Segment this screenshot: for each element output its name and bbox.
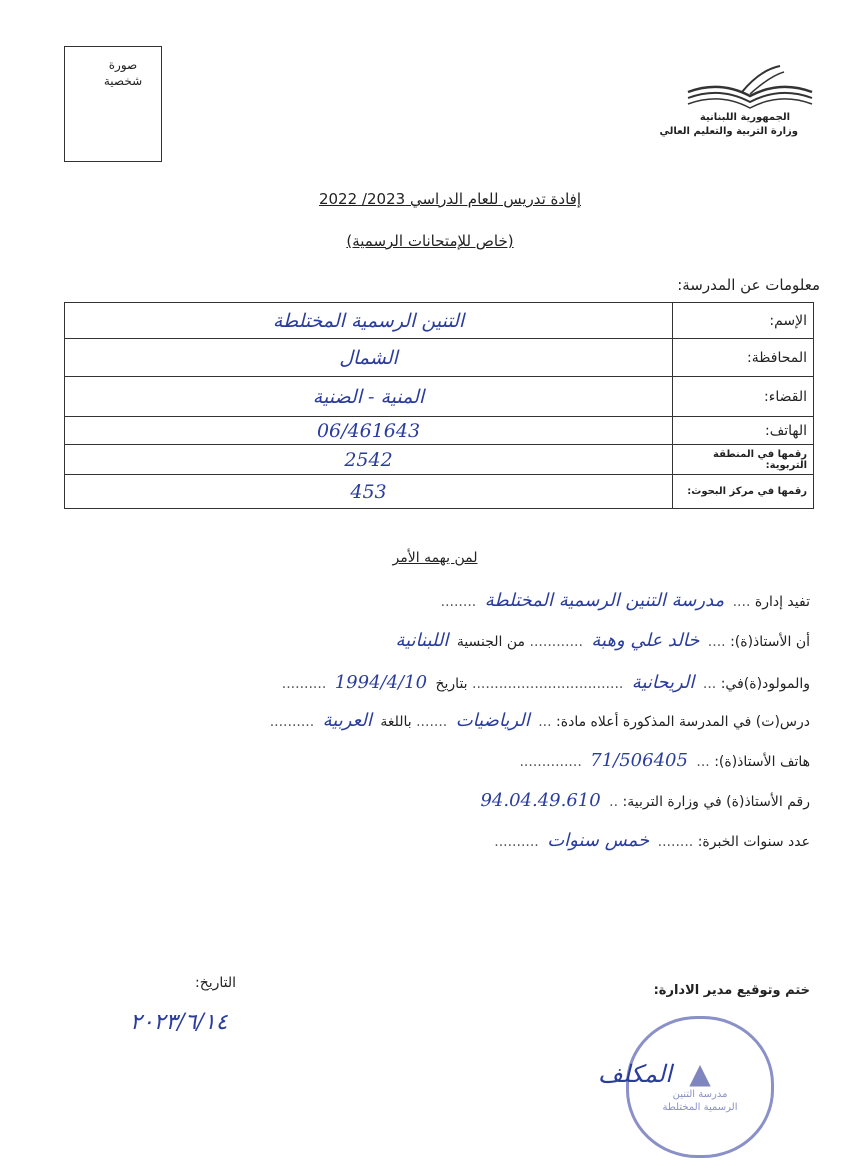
body-line-administration bbox=[441, 590, 810, 611]
value-edu-zone-number: 2542 bbox=[65, 445, 673, 475]
dotted-fill: ............ bbox=[529, 634, 583, 650]
date-label: التاريخ: bbox=[195, 975, 237, 991]
label-research-center-number: رقمها في مركز البحوث: bbox=[673, 475, 814, 509]
handwritten-subject: الرياضيات bbox=[455, 710, 530, 731]
table-row bbox=[65, 475, 814, 509]
dotted-fill: .... bbox=[732, 594, 751, 610]
handwritten-ministry-number: 94.04.49.610 bbox=[480, 790, 601, 811]
dotted-fill: .............. bbox=[519, 754, 582, 770]
stamp-text-2: الرسمية المختلطة bbox=[662, 1102, 738, 1113]
photo-label: صورة شخصية bbox=[103, 58, 143, 88]
value-phone: 06/461643 bbox=[65, 417, 673, 445]
handwritten-school: مدرسة التنين الرسمية المختلطة bbox=[484, 590, 725, 611]
document-title: إفادة تدريس للعام الدراسي 2023/ 2022 bbox=[318, 190, 582, 208]
school-info-label: معلومات عن المدرسة: bbox=[677, 276, 820, 294]
line-text: باللغة bbox=[380, 714, 412, 730]
line-text: تفيد إدارة bbox=[754, 594, 810, 610]
line-text: هاتف الأستاذ(ة): bbox=[714, 754, 810, 770]
dotted-fill: ... bbox=[696, 754, 710, 770]
dotted-fill: ........ bbox=[440, 594, 477, 610]
handwritten-birthdate: 1994/4/10 bbox=[334, 672, 428, 693]
table-row bbox=[65, 303, 814, 339]
dotted-fill: ... bbox=[538, 714, 552, 730]
label-edu-zone-number: رقمها في المنطقة التربوية: bbox=[673, 445, 814, 475]
line-text: من الجنسية bbox=[456, 634, 526, 650]
value-district: المنية - الضنية bbox=[65, 377, 673, 417]
to-whom-heading: لمن يهمه الأمر bbox=[392, 550, 478, 566]
label-phone: الهاتف: bbox=[673, 417, 814, 445]
cedar-icon: ▲ bbox=[689, 1057, 711, 1090]
label-governorate: المحافظة: bbox=[673, 339, 814, 377]
school-info-table bbox=[64, 302, 814, 509]
value-research-center-number: 453 bbox=[65, 475, 673, 509]
value-name: التنين الرسمية المختلطة bbox=[65, 303, 673, 339]
label-name: الإسم: bbox=[673, 303, 814, 339]
handwritten-teacher-name: خالد علي وهبة bbox=[591, 630, 700, 651]
handwritten-birthplace: الريحانية bbox=[631, 672, 695, 693]
handwritten-language: العربية bbox=[322, 710, 372, 731]
table-row bbox=[65, 377, 814, 417]
dotted-fill: .... bbox=[707, 634, 726, 650]
dotted-fill: .. bbox=[609, 794, 619, 810]
dotted-fill: .......... bbox=[281, 676, 327, 692]
dotted-fill: ....... bbox=[416, 714, 448, 730]
body-line-birth bbox=[282, 672, 810, 693]
line-text: رقم الأستاذ(ة) في وزارة التربية: bbox=[622, 794, 810, 810]
handwritten-teacher-phone: 71/506405 bbox=[590, 750, 688, 771]
table-row bbox=[65, 339, 814, 377]
line-text: أن الأستاذ(ة): bbox=[730, 634, 810, 650]
body-line-teacher-phone bbox=[519, 750, 810, 771]
table-row bbox=[65, 417, 814, 445]
line-text: والمولود(ة)في: bbox=[720, 676, 810, 692]
ministry-logo bbox=[659, 62, 820, 142]
open-book-icon bbox=[680, 62, 820, 112]
table-row bbox=[65, 445, 814, 475]
body-line-subject bbox=[270, 710, 810, 731]
body-line-teacher bbox=[391, 630, 810, 651]
line-text: بتاريخ bbox=[435, 676, 468, 692]
body-line-experience bbox=[494, 830, 810, 851]
republic-label: الجمهورية اللبنانية bbox=[699, 112, 790, 123]
dotted-fill: .......... bbox=[269, 714, 315, 730]
personal-photo-box bbox=[64, 46, 162, 162]
dotted-fill: ........ bbox=[657, 834, 694, 850]
handwritten-date: ٢٠٢٣/٦/١٤ bbox=[130, 1010, 228, 1035]
stamp-text-1: مدرسة التنين bbox=[672, 1089, 728, 1100]
dotted-fill: .................................. bbox=[472, 676, 624, 692]
ministry-label: وزارة التربية والتعليم العالي bbox=[659, 126, 798, 137]
document-subtitle: (خاص للإمتحانات الرسمية) bbox=[346, 232, 514, 250]
line-text: عدد سنوات الخبرة: bbox=[697, 834, 810, 850]
value-governorate: الشمال bbox=[65, 339, 673, 377]
body-line-ministry-number bbox=[476, 790, 810, 811]
dotted-fill: .......... bbox=[494, 834, 539, 850]
director-signature: المكلف bbox=[598, 1060, 672, 1088]
dotted-fill: ... bbox=[702, 676, 717, 692]
line-text: درس(ت) في المدرسة المذكورة أعلاه مادة: bbox=[556, 714, 810, 730]
handwritten-nationality: اللبنانية bbox=[395, 630, 449, 651]
label-district: القضاء: bbox=[673, 377, 814, 417]
handwritten-experience: خمس سنوات bbox=[547, 830, 650, 851]
stamp-signature-label: ختم وتوقيع مدير الادارة: bbox=[653, 983, 810, 998]
